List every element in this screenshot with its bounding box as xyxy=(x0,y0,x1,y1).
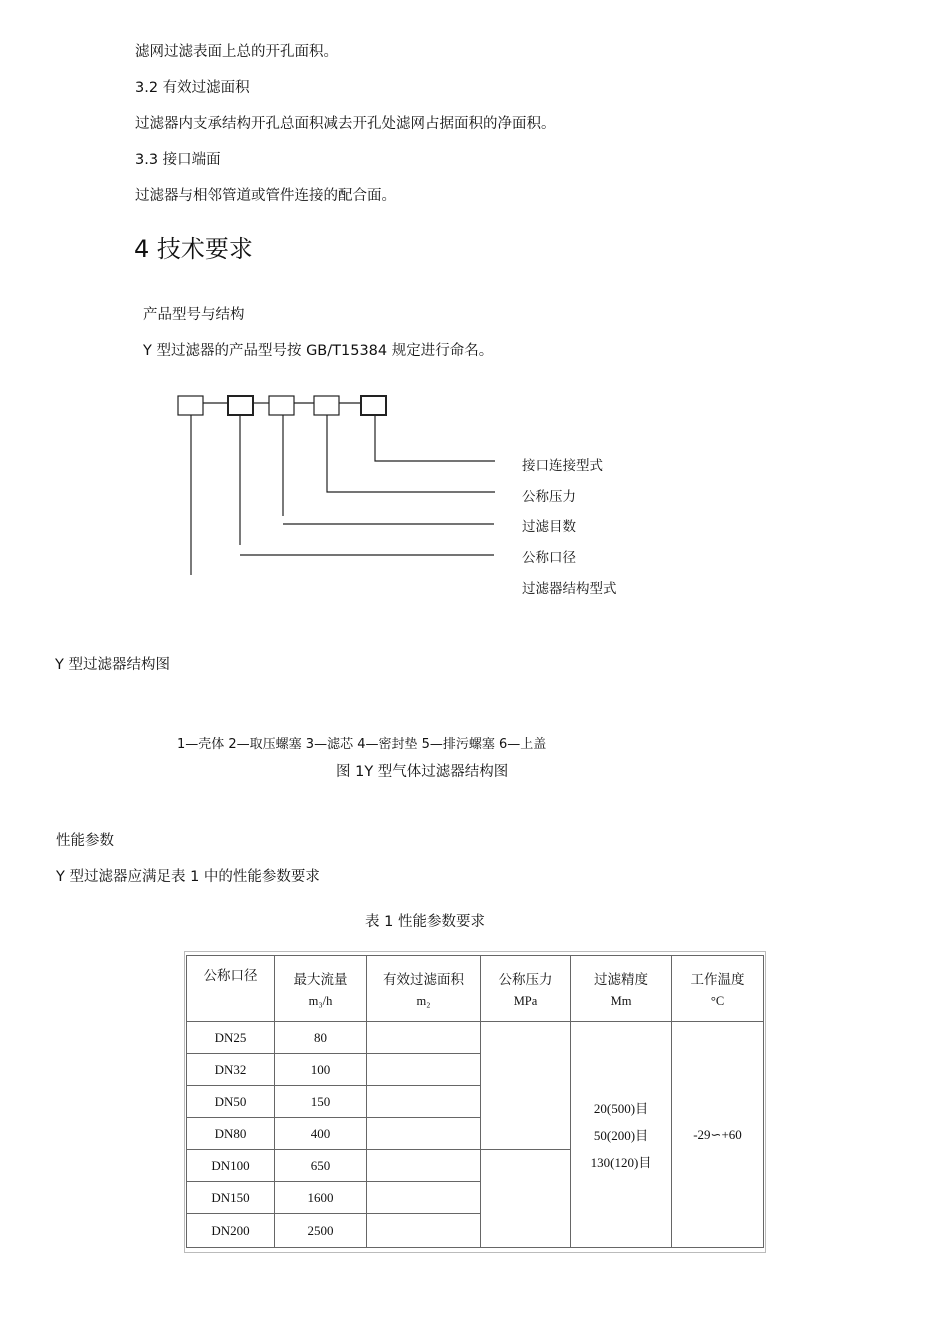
cell-dn: DN32 xyxy=(187,1054,275,1086)
paragraph-open-area: 滤网过滤表面上总的开孔面积。 xyxy=(135,44,338,60)
subheading-performance: 性能参数 xyxy=(56,833,114,849)
cell-flow: 150 xyxy=(275,1086,367,1118)
code-box-1 xyxy=(178,396,203,415)
cell-flow: 1600 xyxy=(275,1182,367,1214)
header-filter-precision: 过滤精度 Mm xyxy=(571,956,672,1022)
cell-flow: 2500 xyxy=(275,1214,367,1248)
cell-area xyxy=(367,1054,481,1086)
cell-dn: DN200 xyxy=(187,1214,275,1248)
model-code-diagram xyxy=(0,0,950,620)
header-nominal-diameter: 公称口径 xyxy=(187,956,275,1022)
cell-flow: 100 xyxy=(275,1054,367,1086)
paragraph-interface: 过滤器与相邻管道或管件连接的配合面。 xyxy=(135,188,396,204)
cell-area xyxy=(367,1214,481,1248)
cell-area xyxy=(367,1118,481,1150)
figure-caption: 图 1Y 型气体过滤器结构图 xyxy=(336,764,509,780)
cell-flow: 650 xyxy=(275,1150,367,1182)
performance-table xyxy=(186,955,764,1248)
cell-area xyxy=(367,1182,481,1214)
cell-dn: DN80 xyxy=(187,1118,275,1150)
table-row xyxy=(187,1022,764,1054)
unit-precision: Mm xyxy=(610,994,632,1008)
precision-line: 130(120)目 xyxy=(590,1155,652,1170)
label-connection-type: 接口连接型式 xyxy=(522,458,603,474)
header-nominal-pressure: 公称压力 MPa xyxy=(481,956,571,1022)
paragraph-effective-area: 过滤器内支承结构开孔总面积减去开孔处滤网占据面积的净面积。 xyxy=(135,116,556,132)
unit-pressure: MPa xyxy=(513,994,538,1008)
cell-pressure-group-2 xyxy=(481,1150,571,1248)
code-box-5 xyxy=(361,396,386,415)
code-box-3 xyxy=(269,396,294,415)
cell-area xyxy=(367,1022,481,1054)
table-header-row xyxy=(187,956,764,1022)
label-nominal-pressure: 公称压力 xyxy=(522,489,576,505)
cell-area xyxy=(367,1086,481,1118)
cell-area xyxy=(367,1150,481,1182)
unit-area: m₂ xyxy=(416,994,431,1008)
section-3-2-heading: 3.2 有效过滤面积 xyxy=(135,80,250,96)
section-4-heading: 4 技术要求 xyxy=(134,235,253,263)
label-nominal-diameter: 公称口径 xyxy=(522,550,576,566)
precision-line: 50(200)目 xyxy=(593,1128,649,1143)
section-3-3-heading: 3.3 接口端面 xyxy=(135,152,221,168)
label-structure-type: 过滤器结构型式 xyxy=(522,581,617,597)
code-box-4 xyxy=(314,396,339,415)
paragraph-performance: Y 型过滤器应满足表 1 中的性能参数要求 xyxy=(56,869,320,885)
precision-line: 20(500)目 xyxy=(593,1101,649,1116)
header-max-flow: 最大流量 m₃/h xyxy=(275,956,367,1022)
structure-figure-title: Y 型过滤器结构图 xyxy=(55,657,170,673)
leader-line-connection xyxy=(375,415,495,461)
subheading-model-structure: 产品型号与结构 xyxy=(143,307,245,323)
cell-precision xyxy=(571,1022,672,1248)
paragraph-model-naming: Y 型过滤器的产品型号按 GB/T15384 规定进行命名。 xyxy=(143,343,494,359)
cell-flow: 400 xyxy=(275,1118,367,1150)
table-caption: 表 1 性能参数要求 xyxy=(365,914,485,930)
cell-flow: 80 xyxy=(275,1022,367,1054)
label-filter-mesh: 过滤目数 xyxy=(522,519,576,535)
cell-dn: DN150 xyxy=(187,1182,275,1214)
leader-line-pressure xyxy=(327,415,495,492)
code-box-2 xyxy=(228,396,253,415)
header-effective-area: 有效过滤面积 m₂ xyxy=(367,956,481,1022)
parts-caption: 1—壳体 2—取压螺塞 3—滤芯 4—密封垫 5—排污螺塞 6—上盖 xyxy=(177,737,547,752)
cell-pressure-group-1 xyxy=(481,1022,571,1150)
unit-temperature: °C xyxy=(710,994,725,1008)
cell-dn: DN100 xyxy=(187,1150,275,1182)
cell-dn: DN25 xyxy=(187,1022,275,1054)
cell-temperature: -29∽+60 xyxy=(672,1022,764,1248)
header-working-temperature: 工作温度 °C xyxy=(672,956,764,1022)
unit-flow: m₃/h xyxy=(308,994,333,1008)
cell-dn: DN50 xyxy=(187,1086,275,1118)
